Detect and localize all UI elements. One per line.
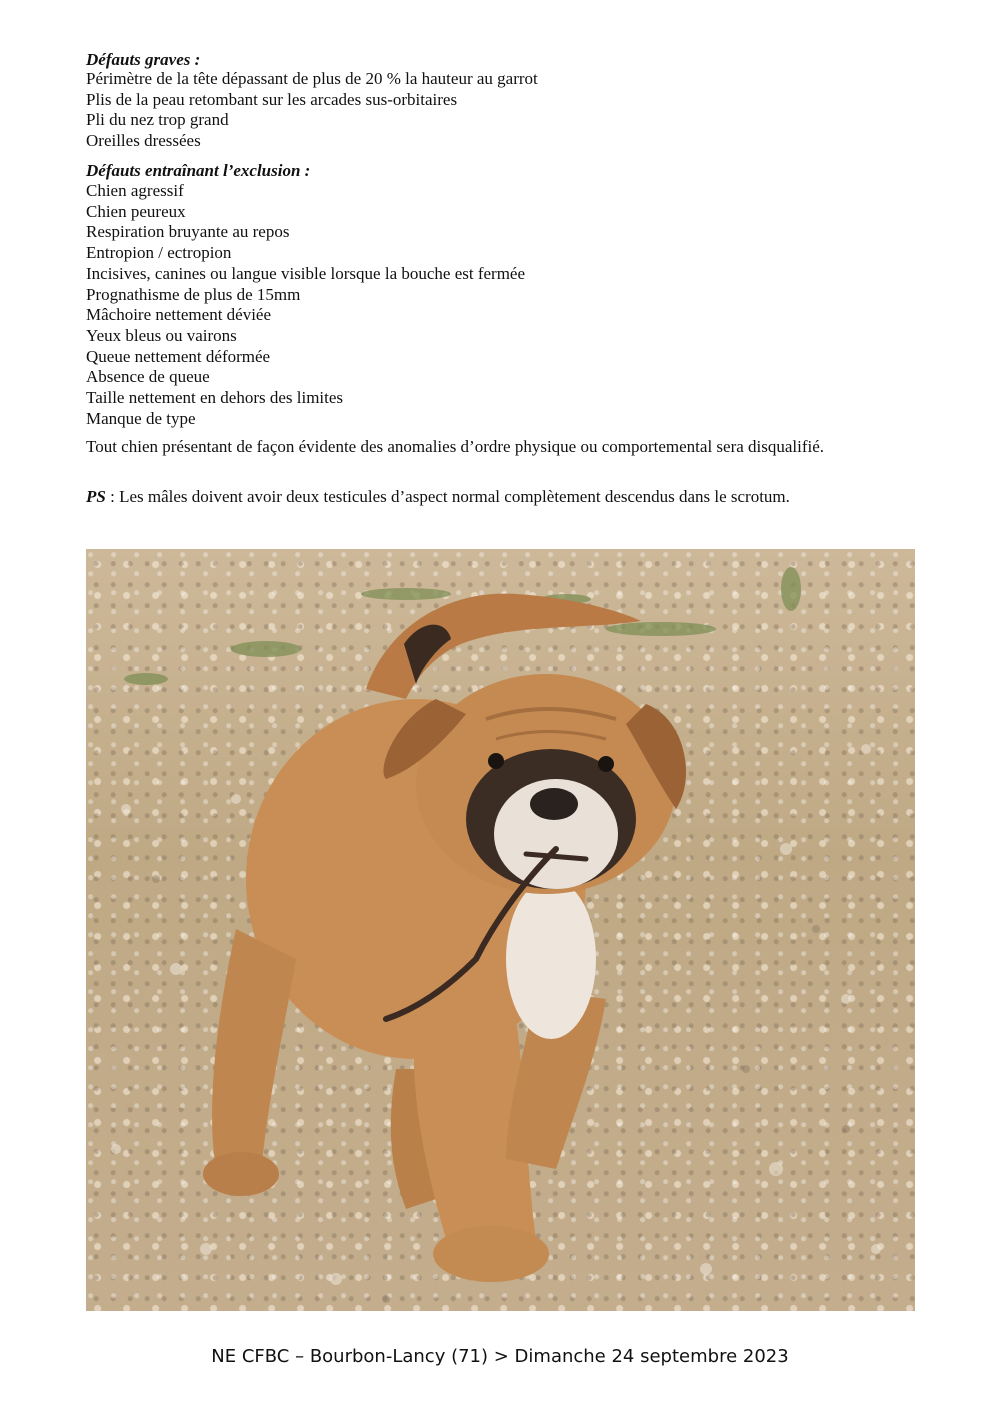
list-item: Yeux bleus ou vairons — [86, 325, 237, 345]
ps-text: : Les mâles doivent avoir deux testicules d’aspect normal complètement descendus dans le scrotum. — [105, 487, 790, 506]
defauts-exclusion-title: Défauts entraînant l’exclusion : — [86, 161, 311, 180]
page-footer: NE CFBC – Bourbon-Lancy (71) > Dimanche 24 septembre 2023 — [211, 1346, 789, 1367]
ps-label: PS — [86, 487, 106, 506]
list-item: Chien agressif — [86, 181, 184, 200]
list-item: Périmètre de la tête dépassant de plus de 20 % la hauteur au garrot — [86, 69, 538, 88]
list-item: Oreilles dressées — [86, 131, 201, 151]
list-item: Plis de la peau retombant sur les arcades sus-orbitaires — [86, 89, 458, 109]
list-item: Respiration bruyante au repos — [86, 222, 290, 242]
puppy-illustration — [86, 549, 915, 1311]
defauts-graves-list — [86, 69, 538, 152]
list-item: Queue nettement déformée — [86, 346, 271, 366]
list-item: Mâchoire nettement déviée — [86, 305, 272, 325]
defauts-exclusion-list — [86, 181, 525, 429]
defauts-graves-title: Défauts graves : — [86, 50, 201, 69]
list-item: Prognathisme de plus de 15mm — [86, 284, 301, 304]
list-item: Taille nettement en dehors des limites — [86, 388, 344, 408]
list-item: Entropion / ectropion — [86, 243, 232, 263]
list-item: Incisives, canines ou langue visible lorsque la bouche est fermée — [86, 263, 526, 283]
bulldog-puppy-photo — [86, 549, 915, 1311]
list-item: Pli du nez trop grand — [86, 110, 229, 130]
list-item: Absence de queue — [86, 367, 210, 387]
disqualification-note: Tout chien présentant de façon évidente des anomalies d’ordre physique ou comportemental sera disqualifié. — [86, 437, 825, 456]
list-item: Manque de type — [86, 408, 196, 428]
ps-note — [86, 487, 790, 507]
list-item: Chien peureux — [86, 201, 186, 221]
